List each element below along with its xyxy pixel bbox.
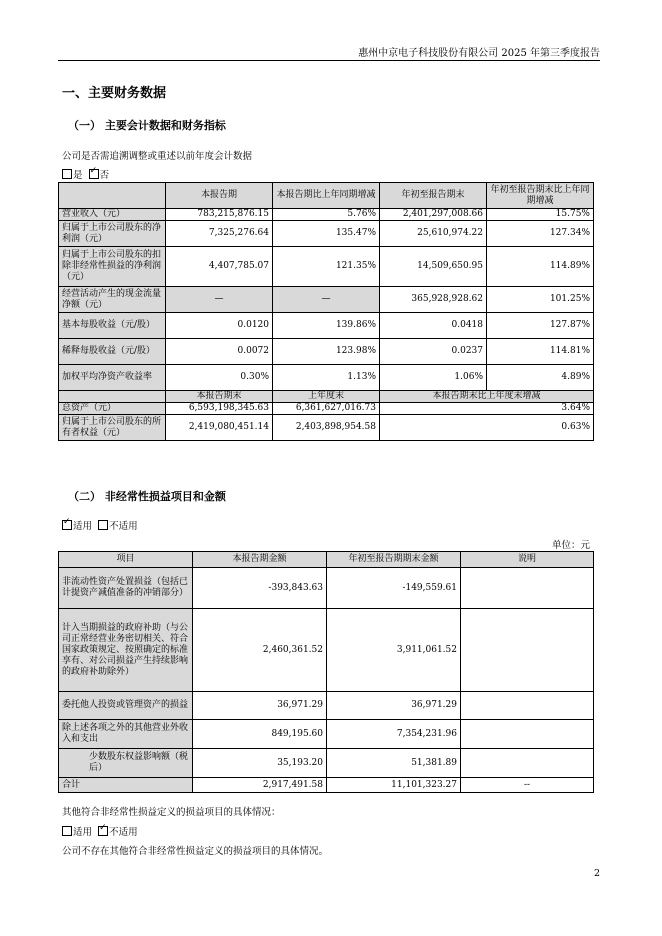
other-items-options xyxy=(62,824,138,838)
cell-value: 6,593,198,345.63 xyxy=(166,403,273,415)
table-row xyxy=(59,609,594,692)
table2-header: 说明 xyxy=(461,552,594,568)
cell-value: 35,193.20 xyxy=(193,749,327,778)
cell-value: 36,971.29 xyxy=(327,692,461,720)
checkbox-apply-2[interactable] xyxy=(62,826,72,836)
row-label: 归属于上市公司股东的所有者权益（元） xyxy=(59,415,166,441)
financial-data-table xyxy=(58,182,594,441)
cell-value: 123.98% xyxy=(273,339,380,365)
applicability-options xyxy=(62,518,138,532)
table-row xyxy=(59,209,594,221)
table-row xyxy=(59,339,594,365)
row-label: 合计 xyxy=(59,778,193,793)
row-label: 委托他人投资或管理资产的损益 xyxy=(59,692,193,720)
cell-value: 101.25% xyxy=(487,287,594,313)
cell-value: 127.34% xyxy=(487,221,594,247)
table-row xyxy=(59,720,594,749)
cell-value: 11,101,323.27 xyxy=(327,778,461,793)
table-row xyxy=(59,313,594,339)
option-apply-label-2: 适用 xyxy=(73,827,93,838)
header-rule xyxy=(58,60,600,61)
cell-value: 783,215,876.15 xyxy=(166,209,273,221)
cell-value: 5.76% xyxy=(273,209,380,221)
cell-value: 4,407,785.07 xyxy=(166,247,273,287)
cell-note xyxy=(461,720,594,749)
cell-value: 2,419,080,451.14 xyxy=(166,415,273,441)
table1-subheader: 本报告期末 xyxy=(166,391,273,403)
option-yes-label: 是 xyxy=(73,170,83,181)
option-no-label: 否 xyxy=(99,170,110,181)
restatement-options xyxy=(62,167,109,181)
table2-header: 本报告期金额 xyxy=(193,552,327,568)
cell-value: — xyxy=(166,287,273,313)
cell-value: 0.30% xyxy=(166,365,273,391)
cell-value: 365,928,928.62 xyxy=(380,287,487,313)
cell-value: 51,381.89 xyxy=(327,749,461,778)
row-label: 归属于上市公司股东的扣除非经常性损益的净利润（元） xyxy=(59,247,166,287)
cell-value: 25,610,974.22 xyxy=(380,221,487,247)
cell-value: 2,403,898,954.58 xyxy=(273,415,380,441)
other-items-text: 其他符合非经常性损益定义的损益项目的具体情况： xyxy=(62,807,281,818)
row-label: 基本每股收益（元/股） xyxy=(59,313,166,339)
cell-value: 7,325,276.64 xyxy=(166,221,273,247)
row-label: 非流动性资产处置损益（包括已计提资产减值准备的冲销部分） xyxy=(59,568,193,609)
cell-value: 0.0418 xyxy=(380,313,487,339)
row-label: 少数股东权益影响额（税后） xyxy=(59,749,193,778)
cell-value: -393,843.63 xyxy=(193,568,327,609)
row-label: 除上述各项之外的其他营业外收入和支出 xyxy=(59,720,193,749)
table1-header: 年初至报告期末比上年同期增减 xyxy=(487,183,594,209)
cell-value: 2,401,297,008.66 xyxy=(380,209,487,221)
row-label: 稀释每股收益（元/股） xyxy=(59,339,166,365)
section-title: 一、主要财务数据 xyxy=(62,86,167,101)
table-row xyxy=(59,365,594,391)
table1-subheader-corner xyxy=(59,391,166,403)
cell-value: 15.75% xyxy=(487,209,594,221)
table-row xyxy=(59,692,594,720)
row-label: 经营活动产生的现金流量净额（元） xyxy=(59,287,166,313)
table-row xyxy=(59,749,594,778)
table-row xyxy=(59,247,594,287)
cell-value: 36,971.29 xyxy=(193,692,327,720)
cell-value: 3,911,061.52 xyxy=(327,609,461,692)
row-label: 归属于上市公司股东的净利润（元） xyxy=(59,221,166,247)
option-not-apply-label: 不适用 xyxy=(109,521,138,532)
cell-value: 114.81% xyxy=(487,339,594,365)
option-not-apply-label-2: 不适用 xyxy=(109,827,138,838)
cell-note xyxy=(461,568,594,609)
cell-value: 14,509,650.95 xyxy=(380,247,487,287)
cell-note xyxy=(461,692,594,720)
table2-header: 项目 xyxy=(59,552,193,568)
cell-value: 135.47% xyxy=(273,221,380,247)
table-row xyxy=(59,221,594,247)
table-row xyxy=(59,403,594,415)
table1-header-row xyxy=(59,183,594,209)
cell-value: 127.87% xyxy=(487,313,594,339)
table2-header-row xyxy=(59,552,594,568)
restatement-question: 公司是否需追溯调整或重述以前年度会计数据 xyxy=(62,151,253,162)
table1-header: 本报告期 xyxy=(166,183,273,209)
cell-value: 0.0237 xyxy=(380,339,487,365)
row-label: 计入当期损益的政府补助（与公司正常经营业务密切相关、符合国家政策规定、按照确定的标准享有、对公司损益产生持续影响的政府补助除外） xyxy=(59,609,193,692)
table1-subheader: 上年度末 xyxy=(273,391,380,403)
cell-value: 139.86% xyxy=(273,313,380,339)
table1-header: 年初至报告期末 xyxy=(380,183,487,209)
cell-value: 1.06% xyxy=(380,365,487,391)
row-label: 总资产（元） xyxy=(59,403,166,415)
checkbox-no[interactable] xyxy=(89,169,99,179)
cell-value: 6,361,627,016.73 xyxy=(273,403,380,415)
table2-header: 年初至报告期期末金额 xyxy=(327,552,461,568)
cell-value: — xyxy=(273,287,380,313)
table-row xyxy=(59,287,594,313)
row-label: 加权平均净资产收益率 xyxy=(59,365,166,391)
table1-header-corner xyxy=(59,183,166,209)
cell-value: 121.35% xyxy=(273,247,380,287)
cell-note xyxy=(461,749,594,778)
table-row-total xyxy=(59,778,594,793)
checkbox-not-apply-2[interactable] xyxy=(98,826,108,836)
cell-value: 7,354,231.96 xyxy=(327,720,461,749)
cell-value: 1.13% xyxy=(273,365,380,391)
checkbox-not-apply[interactable] xyxy=(98,520,108,530)
non-recurring-gains-table xyxy=(58,551,594,793)
page-number: 2 xyxy=(593,868,600,879)
table-row xyxy=(59,568,594,609)
checkbox-apply[interactable] xyxy=(62,520,72,530)
cell-note: -- xyxy=(461,778,594,793)
subsection-2-title: （二） 非经常性损益项目和金额 xyxy=(68,490,226,503)
no-other-items-statement: 公司不存在其他符合非经常性损益定义的损益项目的具体情况。 xyxy=(62,846,329,857)
cell-note xyxy=(461,609,594,692)
table1-header: 本报告期比上年同期增减 xyxy=(273,183,380,209)
table1-subheader-row xyxy=(59,391,594,403)
cell-value: 0.0120 xyxy=(166,313,273,339)
table-row xyxy=(59,415,594,441)
cell-value: 0.0072 xyxy=(166,339,273,365)
cell-value: 0.63% xyxy=(380,415,594,441)
row-label: 营业收入（元） xyxy=(59,209,166,221)
cell-value: 849,195.60 xyxy=(193,720,327,749)
cell-value: 3.64% xyxy=(380,403,594,415)
cell-value: 2,917,491.58 xyxy=(193,778,327,793)
table1-subheader: 本报告期末比上年度末增减 xyxy=(380,391,594,403)
cell-value: 114.89% xyxy=(487,247,594,287)
document-header: 惠州中京电子科技股份有限公司 2025 年第三季度报告 xyxy=(358,48,600,59)
checkbox-yes[interactable] xyxy=(62,169,72,179)
unit-label: 单位：元 xyxy=(551,540,590,551)
option-apply-label: 适用 xyxy=(73,521,93,532)
subsection-1-title: （一） 主要会计数据和财务指标 xyxy=(68,119,226,132)
cell-value: 4.89% xyxy=(487,365,594,391)
cell-value: -149,559.61 xyxy=(327,568,461,609)
cell-value: 2,460,361.52 xyxy=(193,609,327,692)
